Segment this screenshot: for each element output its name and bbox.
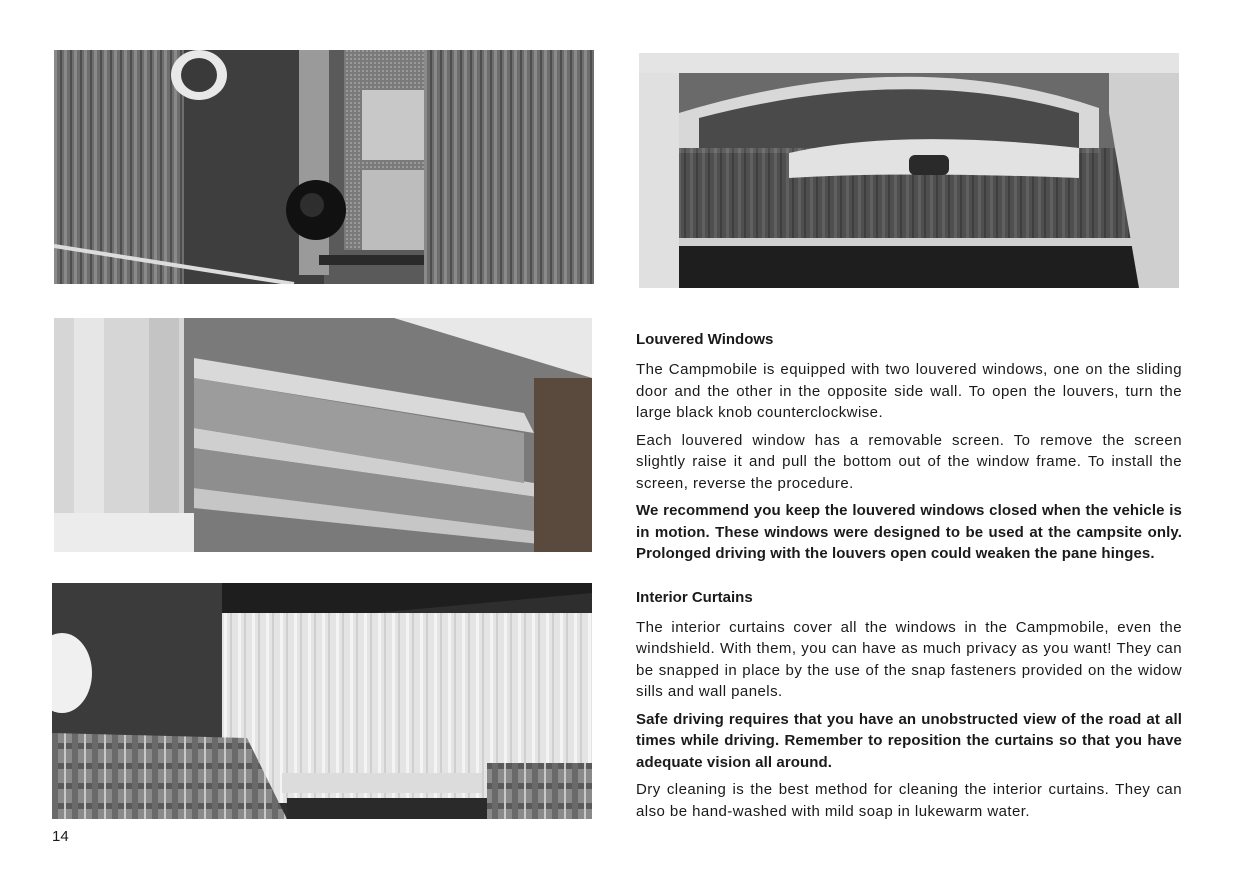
curtains-warning: Safe driving requires that you have an unobstructed view of the road at all times while driving. Remember to reposition the curtains so that you have adequate vision all around. [636,710,1182,771]
photo-windshield-curtain [639,53,1179,288]
photo-louvered-window-open [54,318,592,552]
heading-interior-curtains: Interior Curtains [636,588,753,606]
curtains-paragraph-3: Dry cleaning is the best method for cleaning the interior curtains. They can also be hand-washed with mild soap in lukewarm water. [636,781,1182,820]
page-number: 14 [52,828,69,845]
heading-louvered-windows: Louvered Windows [636,331,774,348]
louvered-paragraph-2: Each louvered window has a removable screen. To remove the screen slightly raise it and pull the bottom out of the window frame. To install the screen, reverse the procedure. [636,431,1182,492]
photo-interior-curtains [52,583,592,819]
curtains-paragraph-1: The interior curtains cover all the windows in the Campmobile, even the windshield. With them, you can have as much privacy as you want! They can be snapped in place by the use of the snap fasteners provided on the widow sills and wall panels. [636,618,1182,700]
louvered-paragraph-1: The Campmobile is equipped with two louvered windows, one on the sliding door and the other in the opposite side wall. To open the louvers, turn the large black knob counterclockwise. [636,361,1182,421]
text-column [636,329,1182,828]
photo-louvered-window-knob [54,50,594,284]
louvered-warning: We recommend you keep the louvered windows closed when the vehicle is in motion. These windows were designed to be used at the campsite only. Prolonged driving with the louvers open could weaken the pane hinges. [636,502,1182,562]
